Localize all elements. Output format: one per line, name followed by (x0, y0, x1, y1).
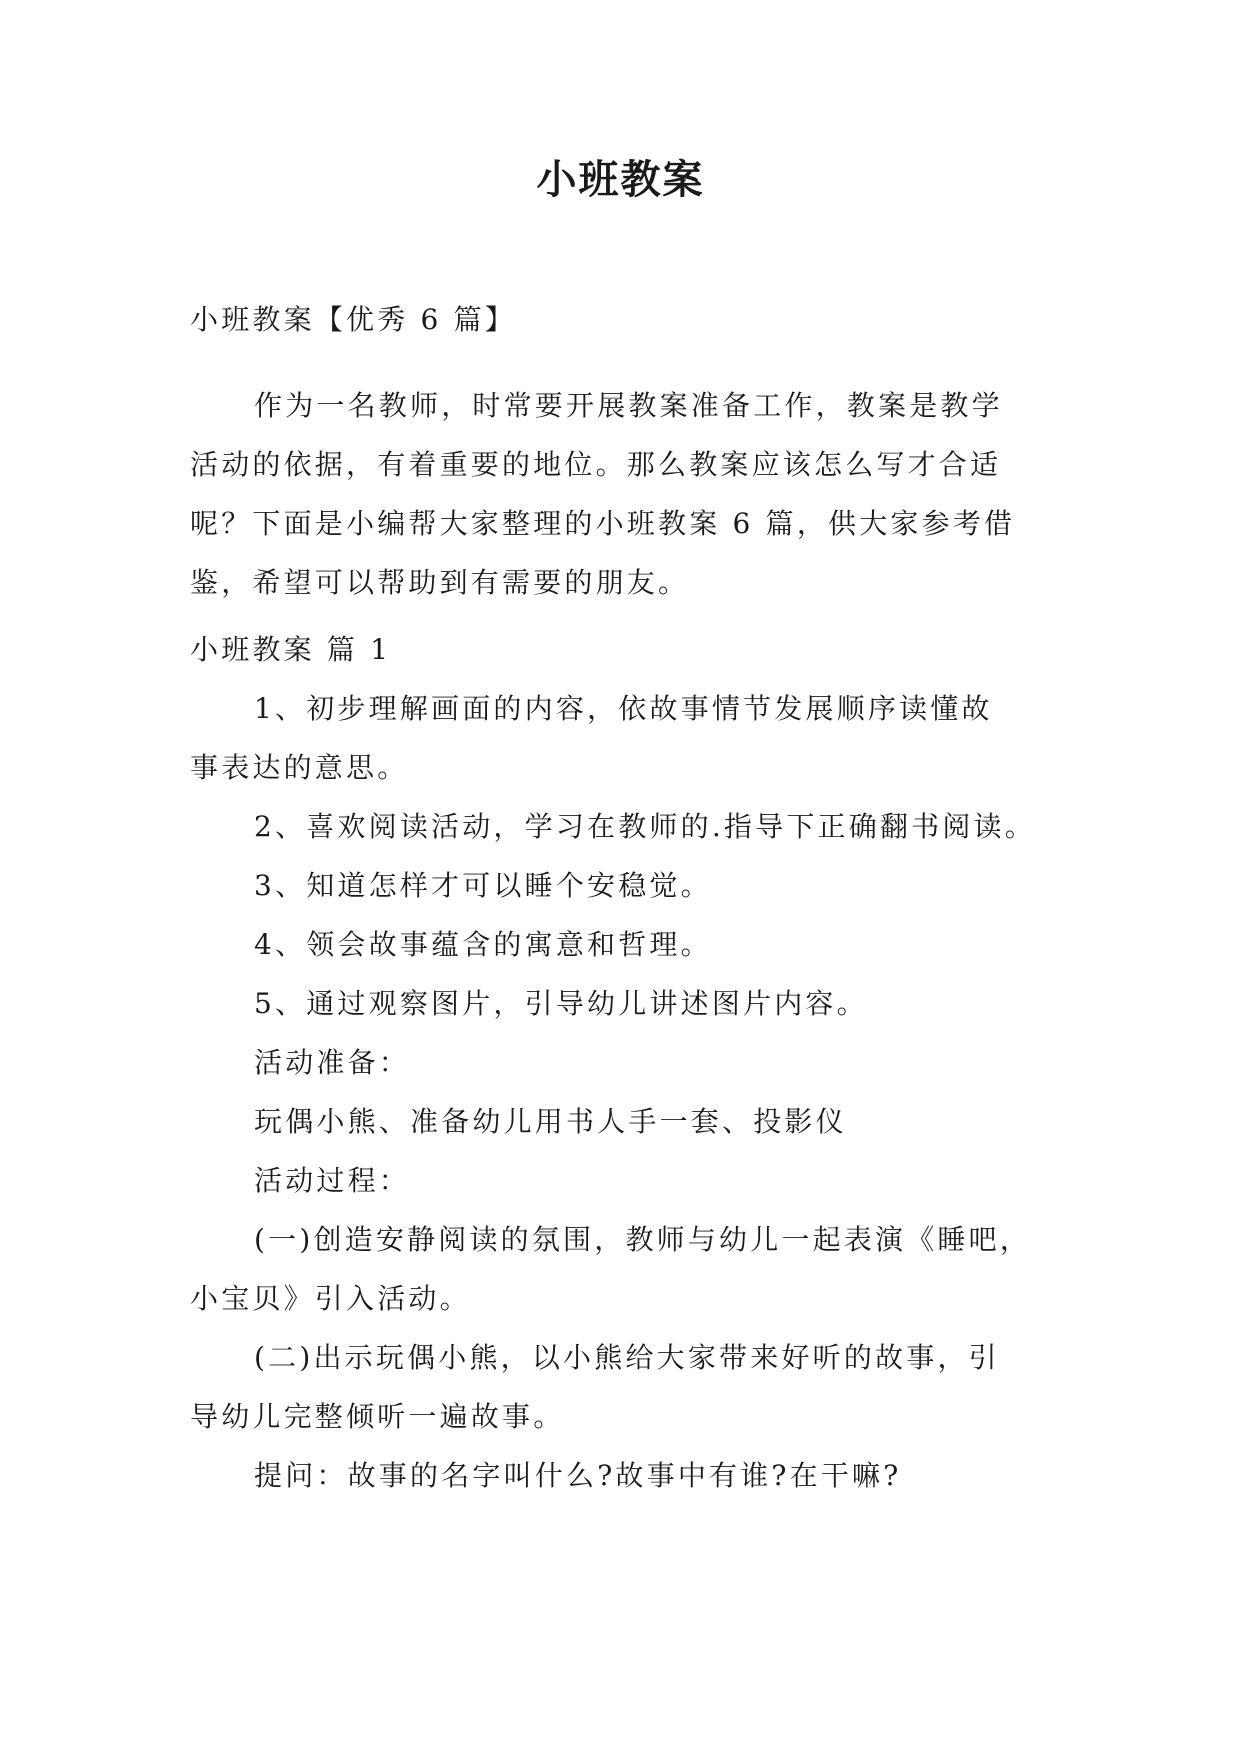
section-line: (二)出示玩偶小熊，以小熊给大家带来好听的故事，引 (254, 1341, 1000, 1374)
intro-paragraph (190, 376, 1050, 612)
intro-line: 作为一名教师，时常要开展教案准备工作，教案是教学 (254, 389, 1003, 422)
section-line: 小宝贝》引入活动。 (190, 1282, 471, 1315)
intro-line: 呢？下面是小编帮大家整理的小班教案 6 篇，供大家参考借 (190, 507, 1016, 540)
section-heading: 小班教案 篇 1 (190, 633, 392, 666)
intro-line: 活动的依据，有着重要的地位。那么教案应该怎么写才合适 (190, 448, 1002, 481)
section-line: 玩偶小熊、准备幼儿用书人手一套、投影仪 (254, 1105, 847, 1138)
section-1 (190, 620, 1050, 1505)
section-line: (一)创造安静阅读的氛围，教师与幼儿一起表演《睡吧， (254, 1223, 1032, 1256)
section-line: 3、知道怎样才可以睡个安稳觉。 (254, 869, 712, 902)
section-line: 4、领会故事蕴含的寓意和哲理。 (254, 928, 712, 961)
section-line: 导幼儿完整倾听一遍故事。 (190, 1400, 565, 1433)
section-line: 活动准备： (254, 1046, 411, 1079)
document-title: 小班教案 (536, 156, 705, 203)
section-line: 5、通过观察图片，引导幼儿讲述图片内容。 (254, 987, 868, 1020)
document-subtitle: 小班教案【优秀 6 篇】 (190, 303, 517, 336)
section-line: 提问：故事的名字叫什么?故事中有谁?在干嘛? (254, 1459, 902, 1492)
section-line: 活动过程： (254, 1164, 411, 1197)
intro-line: 鉴，希望可以帮助到有需要的朋友。 (190, 566, 690, 599)
section-line: 事表达的意思。 (190, 751, 409, 784)
section-line: 2、喜欢阅读活动，学习在教师的.指导下正确翻书阅读。 (254, 810, 1036, 843)
section-line: 1、初步理解画面的内容，依故事情节发展顺序读懂故 (254, 692, 993, 725)
